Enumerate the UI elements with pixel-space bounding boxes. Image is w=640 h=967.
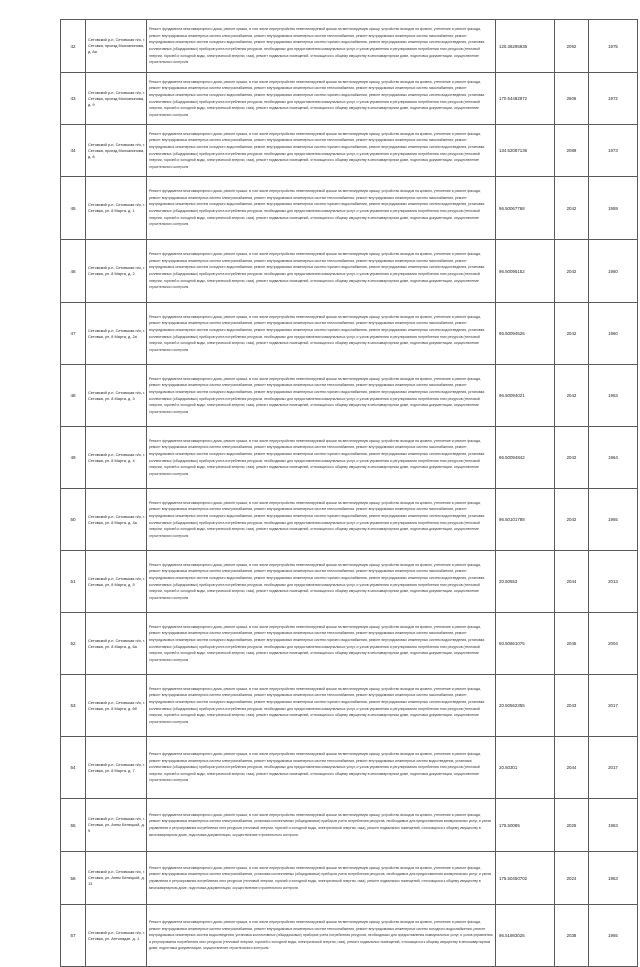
table-row — [61, 240, 638, 303]
area-value: 120.36295935 — [496, 20, 555, 73]
planned-year-value: 2042 — [555, 240, 589, 303]
repair-works-list: Ремонт фундамента многоквартирного дома, ремонт крыши, в том числе переустройство невентилируемой крыши на вентилируемую крышу, устройство выходов на кровлю, утепление и ремонт фасада, ремонт внутридомовых инженерных систем электроснабжения, ремонт внутридомовых инженерных систем теплоснабжения, ремонт внутридомовых инженерных систем газоснабжения, ремонт внутридомовых инженерных систем холодного водоснабжения, ремонт внутридомовых инженерных систем горячего водоснабжения, ремонт внутридомовых инженерных систем водоотведения, установка коллективных (общедомовых) приборов учета потребления ресурсов, необходимых для предоставления коммунальных услуг, и узлов управления и регулирования потребления этих ресурсов (тепловой энергии, горячей и холодной воды, электрической энергии, газа), ремонт подвальных помещений, относящихся к общему имуществу в многоквартирном доме, подготовка документации, осуществление строительного контроля — [147, 489, 496, 551]
repair-works-list: Ремонт фундамента многоквартирного дома, ремонт крыши, в том числе переустройство невентилируемой крыши на вентилируемую крышу, устройство выходов на кровлю, утепление и ремонт фасада, ремонт внутридомовых инженерных систем электроснабжения, ремонт внутридомовых инженерных систем теплоснабжения, ремонт внутридомовых инженерных систем газоснабжения, ремонт внутридомовых инженерных систем холодного водоснабжения, ремонт внутридомовых инженерных систем горячего водоснабжения, ремонт внутридомовых инженерных систем водоотведения, установка коллективных (общедомовых) приборов учета потребления ресурсов, необходимых для предоставления коммунальных услуг, и узлов управления и регулирования потребления этих ресурсов (тепловой энергии, горячей и холодной воды, электрической энергии, газа), ремонт подвальных помещений, относящихся к общему имуществу в многоквартирном доме, подготовка документации, осуществление строительного контроля — [147, 240, 496, 303]
house-address: Сетовский р-н, Сетовская п/о, г. Сетовка, ул. 8 Марта, д. 7 — [86, 737, 147, 799]
area-value: 96.50094021 — [496, 365, 555, 427]
area-value: 134.52087136 — [496, 125, 555, 177]
table-row — [61, 613, 638, 675]
row-number: 56 — [61, 852, 86, 905]
area-value: 175.50085 — [496, 799, 555, 852]
build-year-value: 2017 — [589, 675, 638, 737]
build-year-value: 1975 — [589, 20, 638, 73]
area-value: 96.50095152 — [496, 240, 555, 303]
table-row — [61, 20, 638, 73]
table-row — [61, 852, 638, 905]
area-value: 96.50101788 — [496, 489, 555, 551]
house-address: Сетовский р-н, Сетовская п/о, г. Сетовка, ул. Антонадзе, д. 1 — [86, 905, 147, 967]
house-address: Сетовский р-н, Сетовская п/о, г. Сетовка, ул. 8 Марта, д. 4а — [86, 489, 147, 551]
planned-year-value: 2089 — [555, 125, 589, 177]
repair-program-table — [60, 19, 638, 967]
planned-year-value: 2024 — [555, 852, 589, 905]
table-row — [61, 303, 638, 365]
build-year-value: 1960 — [589, 303, 638, 365]
planned-year-value: 2042 — [555, 177, 589, 240]
row-number: 48 — [61, 365, 86, 427]
table-row — [61, 799, 638, 852]
area-value: 96.50067768 — [496, 177, 555, 240]
build-year-value: 1973 — [589, 125, 638, 177]
house-address: Сетовский р-н, Сетовская п/о, г. Сетовка, ул. Анны Белецкой, д. 9 — [86, 799, 147, 852]
build-year-value: 2013 — [589, 551, 638, 613]
planned-year-value: 2043 — [555, 675, 589, 737]
build-year-value: 1963 — [589, 799, 638, 852]
table-row — [61, 177, 638, 240]
table-row — [61, 427, 638, 489]
repair-program-page — [60, 19, 623, 967]
area-value: 20.50562355 — [496, 675, 555, 737]
repair-works-list: Ремонт фундамента многоквартирного дома, ремонт крыши, в том числе переустройство невентилируемой крыши на вентилируемую крышу, устройство выходов на кровлю, утепление и ремонт фасада, ремонт внутридомовых инженерных систем электроснабжения, ремонт внутридомовых инженерных систем теплоснабжения, ремонт внутридомовых инженерных систем газоснабжения, ремонт внутридомовых инженерных систем холодного водоснабжения, ремонт внутридомовых инженерных систем горячего водоснабжения, ремонт внутридомовых инженерных систем водоотведения, установка коллективных (общедомовых) приборов учета потребления ресурсов, необходимых для предоставления коммунальных услуг, и узлов управления и регулирования потребления этих ресурсов (тепловой энергии, горячей и холодной воды, электрической энергии, газа), ремонт подвальных помещений, относящихся к общему имуществу в многоквартирном доме, подготовка документации, осуществление строительного контроля — [147, 177, 496, 240]
table-row — [61, 365, 638, 427]
house-address: Сетовский р-н, Сетовская п/о, г. Сетовка, ул. 8 Марта, д. 2а — [86, 303, 147, 365]
build-year-value: 1960 — [589, 240, 638, 303]
row-number: 55 — [61, 799, 86, 852]
planned-year-value: 2092 — [555, 20, 589, 73]
build-year-value: 2004 — [589, 613, 638, 675]
repair-works-list: Ремонт фундамента многоквартирного дома, ремонт крыши, в том числе переустройство невентилируемой крыши на вентилируемую крышу, устройство выходов на кровлю, утепление и ремонт фасада, ремонт внутридомовых инженерных систем электроснабжения, ремонт внутридомовых инженерных систем теплоснабжения, ремонт внутридомовых инженерных систем газоснабжения, ремонт внутридомовых инженерных систем холодного водоснабжения, ремонт внутридомовых инженерных систем горячего водоснабжения, ремонт внутридомовых инженерных систем водоотведения, установка коллективных (общедомовых) приборов учета потребления ресурсов, необходимых для предоставления коммунальных услуг, и узлов управления и регулирования потребления этих ресурсов (тепловой энергии, горячей и холодной воды, электрической энергии, газа), ремонт подвальных помещений, относящихся к общему имуществу в многоквартирном доме, подготовка документации, осуществление строительного контроля — [147, 675, 496, 737]
build-year-value: 1959 — [589, 177, 638, 240]
house-address: Сетовский р-н, Сетовская п/о, г. Сетовка, проезд Молчанинова, д. 8 — [86, 125, 147, 177]
house-address: Сетовский р-н, Сетовская п/о, г. Сетовка, ул. 8 Марта, д. 3 — [86, 365, 147, 427]
planned-year-value: 2044 — [555, 737, 589, 799]
planned-year-value: 2042 — [555, 427, 589, 489]
table-row — [61, 737, 638, 799]
build-year-value: 1972 — [589, 73, 638, 125]
build-year-value: 1964 — [589, 427, 638, 489]
planned-year-value: 2606 — [555, 73, 589, 125]
build-year-value: 1963 — [589, 852, 638, 905]
table-row — [61, 551, 638, 613]
repair-works-list: Ремонт фундамента многоквартирного дома, ремонт крыши, в том числе переустройство невентилируемой крыши на вентилируемую крышу, устройство выходов на кровлю, утепление и ремонт фасада, ремонт внутридомовых инженерных систем электроснабжения, ремонт внутридомовых инженерных систем теплоснабжения, ремонт внутридомовых инженерных систем газоснабжения, ремонт внутридомовых инженерных систем холодного водоснабжения, ремонт внутридомовых инженерных систем горячего водоснабжения, ремонт внутридомовых инженерных систем водоотведения, установка коллективных (общедомовых) приборов учета потребления ресурсов, необходимых для предоставления коммунальных услуг, и узлов управления и регулирования потребления этих ресурсов (тепловой энергии, горячей и холодной воды, электрической энергии, газа), ремонт подвальных помещений, относящихся к общему имуществу в многоквартирном доме, подготовка документации, осуществление строительного контроля — [147, 303, 496, 365]
table-row — [61, 905, 638, 967]
planned-year-value: 2045 — [555, 613, 589, 675]
table-row — [61, 73, 638, 125]
area-value: 175.50450702 — [496, 852, 555, 905]
repair-works-list: Ремонт фундамента многоквартирного дома, ремонт крыши, в том числе переустройство невентилируемой крыши на вентилируемую крышу, устройство выходов на кровлю, утепление и ремонт фасада, ремонт внутридомовых инженерных систем электроснабжения, ремонт внутридомовых инженерных систем теплоснабжения, ремонт внутридомовых инженерных систем газоснабжения, ремонт внутридомовых инженерных систем холодного водоснабжения, ремонт внутридомовых инженерных систем горячего водоснабжения, ремонт внутридомовых инженерных систем водоотведения, установка коллективных (общедомовых) приборов учета потребления ресурсов, необходимых для предоставления коммунальных услуг, и узлов управления и регулирования потребления этих ресурсов (тепловой энергии, горячей и холодной воды, электрической энергии, газа), ремонт подвальных помещений, относящихся к общему имуществу в многоквартирном доме, подготовка документации, осуществление строительного контроля — [147, 427, 496, 489]
repair-works-list: Ремонт фундамента многоквартирного дома, ремонт крыши, в том числе переустройство невентилируемой крыши на вентилируемую крышу, устройство выходов на кровлю, утепление и ремонт фасада, ремонт внутридомовых инженерных систем электроснабжения, ремонт внутридомовых инженерных систем теплоснабжения, ремонт внутридомовых инженерных систем газоснабжения, ремонт внутридомовых инженерных систем холодного водоснабжения, ремонт внутридомовых инженерных систем горячего водоснабжения, ремонт внутридомовых инженерных систем водоотведения, установка коллективных (общедомовых) приборов учета потребления ресурсов, необходимых для предоставления коммунальных услуг, и узлов управления и регулирования потребления этих ресурсов (тепловой энергии, горячей и холодной воды, электрической энергии, газа), ремонт подвальных помещений, относящихся к общему имуществу в многоквартирном доме, подготовка документации, осуществление строительного контроля — [147, 20, 496, 73]
row-number: 42 — [61, 20, 86, 73]
row-number: 50 — [61, 489, 86, 551]
repair-works-list: Ремонт фундамента многоквартирного дома, ремонт крыши, в том числе переустройство невентилируемой крыши на вентилируемую крышу, устройство выходов на кровлю, утепление и ремонт фасада, ремонт внутридомовых инженерных систем электроснабжения, ремонт внутридомовых инженерных систем теплоснабжения, ремонт внутридомовых инженерных систем газоснабжения, ремонт внутридомовых инженерных систем холодного водоснабжения, ремонт внутридомовых инженерных систем горячего водоснабжения, ремонт внутридомовых инженерных систем водоотведения, установка коллективных (общедомовых) приборов учета потребления ресурсов, необходимых для предоставления коммунальных услуг, и узлов управления и регулирования потребления этих ресурсов (тепловой энергии, горячей и холодной воды, электрической энергии, газа), ремонт подвальных помещений, относящихся к общему имуществу в многоквартирном доме, подготовка документации, осуществление строительного контроля — [147, 125, 496, 177]
planned-year-value: 2038 — [555, 905, 589, 967]
table-row — [61, 125, 638, 177]
house-address: Сетовский р-н, Сетовская п/о, г. Сетовка, ул. 8 Марта, д. 1 — [86, 177, 147, 240]
repair-works-list: Ремонт фундамента многоквартирного дома, ремонт крыши, в том числе переустройство невентилируемой крыши на вентилируемую крышу, устройство выходов на кровлю, утепление и ремонт фасада, ремонт внутридомовых инженерных систем электроснабжения, ремонт внутридомовых инженерных систем теплоснабжения, ремонт внутридомовых инженерных систем газоснабжения, ремонт внутридомовых инженерных систем холодного водоснабжения, ремонт внутридомовых инженерных систем горячего водоснабжения, ремонт внутридомовых инженерных систем водоотведения, установка коллективных (общедомовых) приборов учета потребления ресурсов, необходимых для предоставления коммунальных услуг, и узлов управления и регулирования потребления этих ресурсов (тепловой энергии, горячей и холодной воды, электрической энергии, газа), ремонт подвальных помещений, относящихся к общему имуществу в многоквартирном доме, подготовка документации, осуществление строительного контроля — [147, 73, 496, 125]
row-number: 43 — [61, 73, 86, 125]
area-value: 96.51983026 — [496, 905, 555, 967]
row-number: 53 — [61, 675, 86, 737]
table-body — [61, 20, 638, 967]
house-address: Сетовский р-н, Сетовская п/о, г. Сетовка, ул. 8 Марта, д. 6а — [86, 613, 147, 675]
table-row — [61, 489, 638, 551]
table-row — [61, 675, 638, 737]
repair-works-list: Ремонт фундамента многоквартирного дома, ремонт крыши, в том числе переустройство невентилируемой крыши на вентилируемую крышу, устройство выходов на кровлю, утепление и ремонт фасада, ремонт внутридомовых инженерных систем электроснабжения, ремонт внутридомовых инженерных систем теплоснабжения, ремонт внутридомовых инженерных систем газоснабжения, ремонт внутридомовых инженерных систем холодного водоснабжения, ремонт внутридомовых инженерных систем горячего водоснабжения, ремонт внутридомовых инженерных систем водоотведения, установка коллективных (общедомовых) приборов учета потребления ресурсов, необходимых для предоставления коммунальных услуг, и узлов управления и регулирования потребления этих ресурсов (тепловой энергии, горячей и холодной воды, электрической энергии, газа), ремонт подвальных помещений, относящихся к общему имуществу в многоквартирном доме, подготовка документации, осуществление строительного контроля — [147, 365, 496, 427]
planned-year-value: 2042 — [555, 303, 589, 365]
row-number: 46 — [61, 240, 86, 303]
planned-year-value: 2025 — [555, 799, 589, 852]
area-value: 50.50661075 — [496, 613, 555, 675]
row-number: 45 — [61, 177, 86, 240]
area-value: 96.50094526 — [496, 303, 555, 365]
repair-works-list: Ремонт фундамента многоквартирного дома, ремонт крыши, в том числе переустройство невентилируемой крыши на вентилируемую крышу, устройство выходов на кровлю, утепление и ремонт фасада, ремонт внутридомовых инженерных систем электроснабжения, ремонт внутридомовых инженерных систем теплоснабжения, ремонт внутридомовых инженерных систем водоотведения, установка коллективных (общедомовых) приборов учета потребления ресурсов, необходимых для предоставления коммунальных услуг, и узлов управления и регулирования потребления этих ресурсов (тепловой энергии, горячей и холодной воды, электрической энергии, газа), ремонт подвальных помещений, относящихся к общему имуществу в многоквартирном доме, подготовка документации, осуществление строительного контроля — [147, 737, 496, 799]
row-number: 57 — [61, 905, 86, 967]
house-address: Сетовский р-н, Сетовская п/о, г. Сетовка, проезд Молчанинова, д. 8а — [86, 20, 147, 73]
row-number: 51 — [61, 551, 86, 613]
repair-works-list: Ремонт фундамента многоквартирного дома, ремонт крыши, в том числе переустройство невентилируемой крыши на вентилируемую крышу, устройство выходов на кровлю, утепление и ремонт фасада, ремонт внутридомовых инженерных систем электроснабжения, ремонт внутридомовых инженерных систем теплоснабжения, ремонт внутридомовых инженерных систем холодного водоснабжения, ремонт внутридомовых инженерных систем водоотведения, установка коллективных (общедомовых) приборов учета потребления ресурсов, необходимых для предоставления коммунальных услуг, и узлов управления и регулирования потребления этих ресурсов (тепловой энергии, горячей и холодной воды, электрической энергии, газа), ремонт подвальных помещений, относящихся к общему имуществу в многоквартирном доме, подготовка документации, осуществление строительного контроля — [147, 905, 496, 967]
row-number: 47 — [61, 303, 86, 365]
build-year-value: 1965 — [589, 905, 638, 967]
house-address: Сетовский р-н, Сетовская п/о, г. Сетовка, ул. 8 Марта, д. 6б — [86, 675, 147, 737]
row-number: 54 — [61, 737, 86, 799]
area-value: 170.54482972 — [496, 73, 555, 125]
area-value: 20.50301 — [496, 737, 555, 799]
area-value: 20.50553 — [496, 551, 555, 613]
house-address: Сетовский р-н, Сетовская п/о, г. Сетовка, ул. 8 Марта, д. 5 — [86, 551, 147, 613]
repair-works-list: Ремонт фундамента многоквартирного дома, ремонт крыши, в том числе переустройство невентилируемой крыши на вентилируемую крышу, устройство выходов на кровлю, утепление и ремонт фасада, ремонт внутридомовых инженерных систем электроснабжения, установка коллективных (общедомовых) приборов учета потребления ресурсов, необходимых для предоставления коммунальных услуг, и узлов управления и регулирования потребления этих ресурсов (тепловой энергии, горячей и холодной воды, электрической энергии, газа), ремонт подвальных помещений, относящихся к общему имуществу в многоквартирном доме, подготовка документации, осуществление строительного контроля — [147, 852, 496, 905]
build-year-value: 1963 — [589, 365, 638, 427]
repair-works-list: Ремонт фундамента многоквартирного дома, ремонт крыши, в том числе переустройство невентилируемой крыши на вентилируемую крышу, устройство выходов на кровлю, утепление и ремонт фасада, ремонт внутридомовых инженерных систем электроснабжения, ремонт внутридомовых инженерных систем теплоснабжения, ремонт внутридомовых инженерных систем газоснабжения, ремонт внутридомовых инженерных систем холодного водоснабжения, ремонт внутридомовых инженерных систем горячего водоснабжения, ремонт внутридомовых инженерных систем водоотведения, установка коллективных (общедомовых) приборов учета потребления ресурсов, необходимых для предоставления коммунальных услуг, и узлов управления и регулирования потребления этих ресурсов (тепловой энергии, горячей и холодной воды, электрической энергии, газа), ремонт подвальных помещений, относящихся к общему имуществу в многоквартирном доме, подготовка документации, осуществление строительного контроля — [147, 613, 496, 675]
area-value: 96.50094842 — [496, 427, 555, 489]
repair-works-list: Ремонт фундамента многоквартирного дома, ремонт крыши, в том числе переустройство невентилируемой крыши на вентилируемую крышу, устройство выходов на кровлю, утепление и ремонт фасада, ремонт внутридомовых инженерных систем электроснабжения, ремонт внутридомовых инженерных систем теплоснабжения, ремонт внутридомовых инженерных систем газоснабжения, ремонт внутридомовых инженерных систем холодного водоснабжения, ремонт внутридомовых инженерных систем горячего водоснабжения, ремонт внутридомовых инженерных систем водоотведения, установка коллективных (общедомовых) приборов учета потребления ресурсов, необходимых для предоставления коммунальных услуг, и узлов управления и регулирования потребления этих ресурсов (тепловой энергии, горячей и холодной воды, электрической энергии, газа), ремонт подвальных помещений, относящихся к общему имуществу в многоквартирном доме, подготовка документации, осуществление строительного контроля — [147, 551, 496, 613]
planned-year-value: 2042 — [555, 365, 589, 427]
house-address: Сетовский р-н, Сетовская п/о, г. Сетовка, проезд Молчанинова, д. 9 — [86, 73, 147, 125]
house-address: Сетовский р-н, Сетовская п/о, г. Сетовка, ул. 8 Марта, д. 4 — [86, 427, 147, 489]
build-year-value: 1965 — [589, 489, 638, 551]
house-address: Сетовский р-н, Сетовская п/о, г. Сетовка, ул. Анны Белецкой, д. 13 — [86, 852, 147, 905]
planned-year-value: 2042 — [555, 489, 589, 551]
repair-works-list: Ремонт фундамента многоквартирного дома, ремонт крыши, в том числе переустройство невентилируемой крыши на вентилируемую крышу, устройство выходов на кровлю, утепление и ремонт фасада, ремонт внутридомовых инженерных систем электроснабжения, установка коллективных (общедомовых) приборов учета потребления ресурсов, необходимых для предоставления коммунальных услуг, и узлов управления и регулирования потребления этих ресурсов (тепловой энергии, горячей и холодной воды, электрической энергии, газа), ремонт подвальных помещений, относящихся к общему имуществу в многоквартирном доме, подготовка документации, осуществление строительного контроля — [147, 799, 496, 852]
row-number: 49 — [61, 427, 86, 489]
row-number: 52 — [61, 613, 86, 675]
build-year-value: 2017 — [589, 737, 638, 799]
planned-year-value: 2044 — [555, 551, 589, 613]
house-address: Сетовский р-н, Сетовская п/о, г. Сетовка, ул. 8 Марта, д. 2 — [86, 240, 147, 303]
row-number: 44 — [61, 125, 86, 177]
